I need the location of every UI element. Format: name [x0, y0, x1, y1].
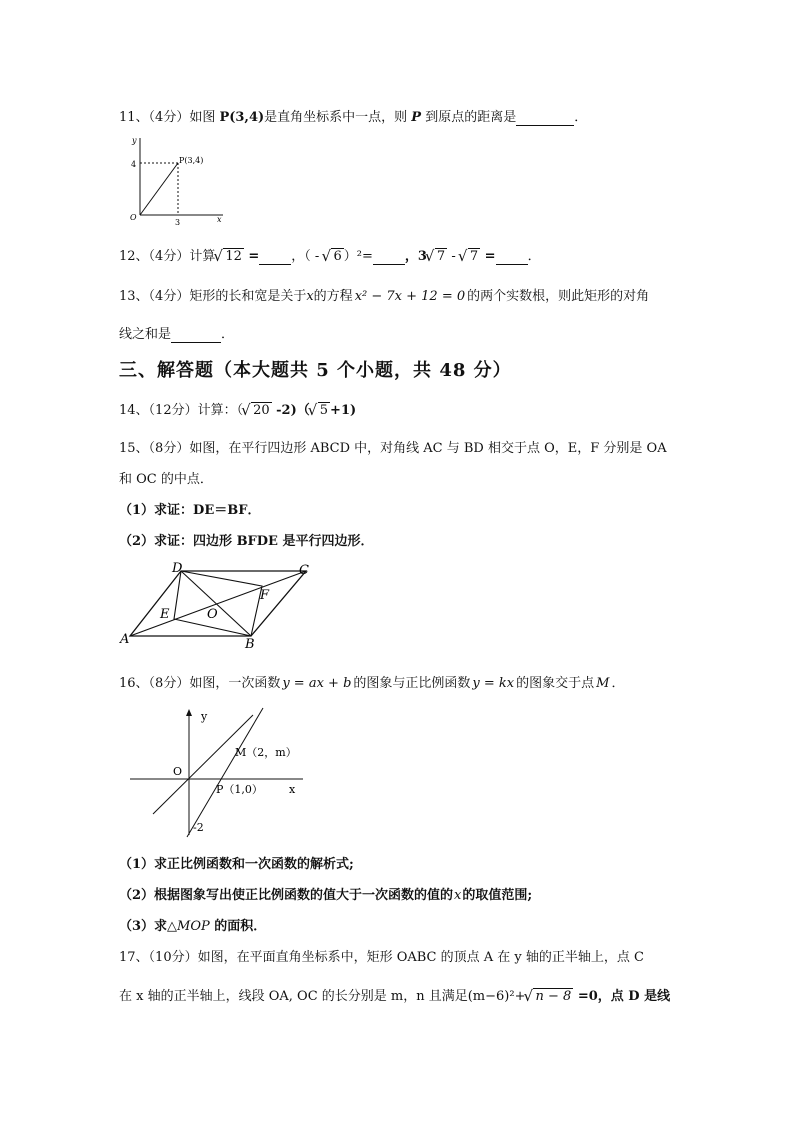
q16-part2 [119, 884, 532, 903]
q12-blank-1 [259, 249, 291, 265]
q13-line1a: 13、（4分）矩形的长和宽是关于 [119, 289, 307, 304]
q14-prefix: 14、（12分）计算：（ [119, 403, 244, 418]
q12-prefix: 12、（4分）计算 [119, 249, 216, 264]
q12-end: ． [527, 249, 541, 264]
fig16-y-arrow [186, 709, 192, 716]
q11-prefix: 11、（4分）如图 [119, 110, 220, 125]
fig16-y-label: y [201, 710, 208, 723]
fig16-intercept-label: -2 [193, 821, 204, 834]
diagonal-ac [130, 571, 306, 636]
sqrt-6 [323, 249, 343, 264]
q13-blank [171, 327, 221, 343]
q16-prefix: 16、（8分）如图，一次函数 [119, 676, 281, 691]
q11-suffix: 到原点的距离是 [421, 110, 517, 125]
sqrt-7b-radicand: 7 [469, 249, 479, 264]
q11-point: P(3,4) [219, 110, 265, 125]
sqrt-7b [460, 249, 480, 264]
q16-part2-a: （2）根据图象写出使正比例函数的值大于一次函数的值的 [119, 888, 454, 903]
q16-text [119, 672, 624, 691]
sqrt-20 [243, 403, 272, 418]
q12-square: ）²= [343, 249, 373, 264]
sqrt-7a-radicand: 7 [436, 249, 446, 264]
q14-text [119, 399, 356, 418]
q13-line2 [119, 323, 234, 343]
q17-line2a: 在 x 轴的正半轴上，线段 OA, OC 的长分别是 m，n 且满足(m−6)²+ [119, 989, 526, 1004]
q12-eq1: = [243, 249, 260, 264]
sqrt-n-minus-8 [525, 989, 573, 1004]
q16-part3 [119, 915, 266, 934]
q15-line1: 15、（8分）如图，在平行四边形 ABCD 中，对角线 AC 与 BD 相交于点 O，E，F 分别是 OA [119, 441, 667, 456]
q11-figure [125, 130, 230, 225]
q13-line1b: 的方程 [313, 289, 353, 304]
q16-figure [125, 705, 310, 842]
fig16-point-p-label: P（1,0） [216, 783, 263, 796]
q16-mid: 的图象与正比例函数 [353, 676, 471, 691]
q16-part3-c: 的面积． [209, 919, 267, 934]
q14-end: +1) [330, 403, 357, 418]
q15-figure [118, 558, 328, 650]
q11-p: P [411, 110, 422, 125]
sqrt-5-radicand: 5 [319, 403, 329, 418]
fig16-x-label: x [289, 783, 296, 796]
fig15-label-a: A [120, 632, 130, 647]
fig11-tick-4: 4 [131, 160, 137, 169]
q11-mid: 是直角坐标系中一点，则 [264, 110, 412, 125]
fig15-label-f: F [260, 588, 270, 603]
q16-proportional-function: y = kx [472, 676, 515, 691]
sqrt-20-radicand: 20 [253, 403, 270, 418]
q17-line2b: =0，点 D 是线 [573, 989, 671, 1004]
q16-linear-function: y = ax + b [282, 676, 352, 691]
sqrt-7a [427, 249, 447, 264]
q13-line1 [119, 285, 649, 304]
q12-blank-3 [496, 249, 528, 265]
q13-x: x [306, 289, 314, 304]
sqrt-n-minus-8-radicand: n − 8 [535, 989, 572, 1004]
section-3-heading: 三、解答题（本大题共 5 个小题，共 48 分） [119, 360, 512, 381]
fig11-x-label: x [217, 215, 222, 224]
q12-sep2: ，3 [404, 249, 427, 264]
q12-blank-2 [373, 249, 405, 265]
q15-part2: （2）求证：四边形 BFDE 是平行四边形． [119, 534, 374, 549]
q15-part1: （1）求证：DE＝BF． [119, 503, 261, 518]
fig11-tick-3: 3 [175, 218, 181, 225]
sqrt-12-radicand: 12 [225, 249, 242, 264]
line-y-ax-b [187, 708, 263, 837]
q14-mid: -2)（ [271, 403, 310, 418]
q11-answer-blank [516, 110, 574, 126]
q17-line1: 17、（10分）如图，在平面直角坐标系中，矩形 OABC 的顶点 A 在 y 轴的正半轴上，点 C [119, 950, 644, 965]
q16-part2-x: x [454, 888, 462, 903]
q16-part1: （1）求正比例函数和一次函数的解析式; [119, 857, 354, 872]
fig15-label-c: C [299, 563, 309, 578]
sqrt-6-radicand: 6 [333, 249, 342, 264]
q16-part3-mop: MOP [177, 919, 210, 934]
segment-op [140, 163, 178, 215]
fig15-label-o: O [207, 607, 218, 622]
q13-end: ． [221, 327, 235, 342]
q16-point-m: M [596, 676, 610, 691]
fig15-label-d: D [172, 561, 183, 576]
q11-end: ． [574, 110, 588, 125]
q16-part3-a: （3）求△ [119, 919, 178, 934]
q17-line2 [119, 985, 670, 1004]
q12-text [119, 245, 541, 265]
fig11-origin: O [130, 213, 137, 222]
fig15-label-b: B [245, 637, 255, 650]
q16-mid2: 的图象交于点 [516, 676, 595, 691]
fig11-y-label: y [132, 136, 137, 145]
fig11-point-label: P(3,4) [179, 156, 204, 165]
q12-minus: - [447, 249, 460, 264]
line-y-kx [153, 715, 253, 814]
fig16-point-m-label: M（2，m） [235, 746, 297, 759]
q16-part2-b: 的取值范围; [462, 888, 533, 903]
sqrt-12 [215, 249, 244, 264]
q13-line2-text: 线之和是 [119, 327, 172, 342]
q12-eq2: = [480, 249, 496, 264]
fig16-origin: O [173, 765, 183, 778]
fig15-label-e: E [160, 607, 170, 622]
diagonal-bd [181, 571, 251, 636]
q16-end: ． [611, 676, 625, 691]
q12-sep1: ，（ - [291, 249, 324, 264]
q11-text [119, 106, 587, 126]
q15-line2: 和 OC 的中点． [119, 472, 213, 487]
q13-line1c: 的两个实数根，则此矩形的对角 [467, 289, 650, 304]
q13-equation: x² − 7x + 12 = 0 [354, 289, 466, 304]
sqrt-5 [310, 403, 330, 418]
